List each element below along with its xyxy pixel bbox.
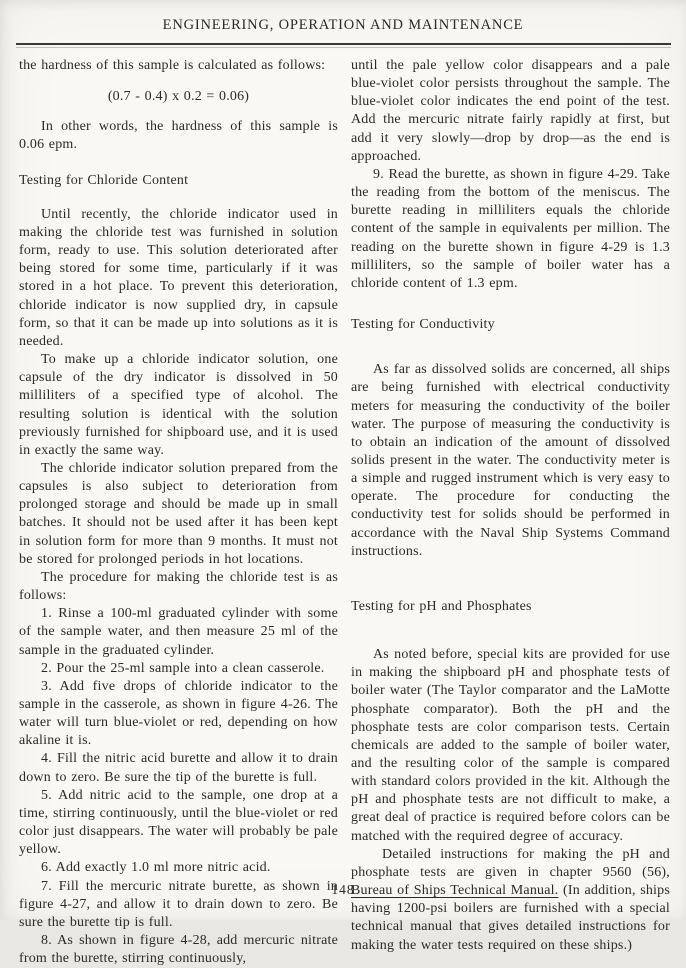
paragraph-detailed-instructions: [351, 846, 670, 955]
hardness-formula: (0.7 - 0.4) x 0.2 = 0.06): [107, 89, 250, 105]
page-header-title: ENGINEERING, OPERATION AND MAINTENANCE: [162, 17, 524, 33]
section-heading-chloride-content: Testing for Chloride Content: [19, 172, 189, 188]
list-item-step-1: 1. Rinse a 100-ml graduated cylinder with some of the sample water, and then measure 25 ml of the sample in the graduated cylinder.: [19, 606, 338, 658]
list-item-step-2: 2. Pour the 25-ml sample into a clean casserole.: [41, 660, 325, 676]
section-heading-conductivity: Testing for Conductivity: [351, 317, 495, 333]
list-item-step-4: 4. Fill the nitric acid burette and allow it to drain down to zero. Be sure the tip of the burette is full.: [19, 751, 338, 785]
left-column: [19, 57, 338, 967]
paragraph-conductivity: As far as dissolved solids are concerned, all ships are being furnished with electrical conductivity meters for measuring the conductivity of the boiler water. The purpose of measuring the conductivity is to obtain an indication of the amount of dissolved solids present in the water. The conductivity meter is a simple and rugged instrument which is very easy to operate. The procedure for conducting the conductivity test for solids should be performed in accordance with the Naval Ship Systems Command instructions.: [351, 362, 670, 559]
page-number: 148: [331, 882, 355, 897]
list-item-step-7: 7. Fill the mercuric nitrate burette, as shown in figure 4-27, and allow it to drain down to zero. Be sure the burette tip is full.: [19, 878, 338, 930]
section-heading-ph-phosphates: Testing for pH and Phosphates: [351, 598, 532, 614]
paragraph-in-other-words: In other words, the hardness of this sample is 0.06 epm.: [19, 119, 338, 153]
paragraph-continuation: the hardness of this sample is calculated as follows:: [19, 58, 326, 73]
list-item-step-9: 9. Read the burette, as shown in figure 4-29. Take the reading from the bottom of the meniscus. The burette reading in milliliters equals the chloride content of the sample in equivalents per million. The reading on the burette shown in figure 4-29 is 1.3 milliliters, so the sample of boiler water has a chloride content of 1.3 epm.: [351, 166, 670, 291]
paragraph-solution-prepared: The chloride indicator solution prepared from the capsules is also subject to deterioration from prolonged storage and should be made up in small batches. It should not be used after it has been kept in solution form for more than 9 months. It must not be stored for prolonged periods in hot locations.: [19, 460, 338, 567]
paragraph-procedure-intro: The procedure for making the chloride test is as follows:: [19, 569, 338, 604]
list-item-step-8: 8. As shown in figure 4-28, add mercuric nitrate from the burette, stirring continuously,: [19, 933, 338, 967]
detailed-instructions-text: Detailed instructions for making the pH and phosphate tests are given in chapter 9560 (56),: [351, 846, 670, 880]
paragraph-to-make-up: To make up a chloride indicator solution, one capsule of the dry indicator is dissolved in 50 milliliters of a specified type of alcohol. The resulting solution is identical with the solution previously furnished for shipboard use, and it is used in exactly the same way.: [19, 352, 338, 458]
list-item-step-3: 3. Add five drops of chloride indicator to the sample in the casserole, as shown in figure 4-26. The water will turn blue-violet or red, depending on how akaline it is.: [19, 678, 338, 749]
paragraph-ph-phosphates: As noted before, special kits are provided for use in making the shipboard pH and phosphate tests of boiler water (The Taylor comparator and the LaMotte phosphate comparator). Both the pH and the phosphate tests are color comparison tests. Certain chemicals are added to the sample of boiler water, and the resulting color of the sample is compared with standard colors provided in the kit. Although the pH and phosphate tests are not difficult to make, a great deal of practice is required before colors can be matched with the required degree of accuracy.: [351, 647, 670, 844]
list-item-step-6: 6. Add exactly 1.0 ml more nitric acid.: [41, 860, 271, 876]
list-item-step-5: 5. Add nitric acid to the sample, one drop at a time, stirring continuously, until the blue-violet or red color just disappears. The water will probably be pale yellow.: [19, 787, 338, 858]
paragraph-continuation-right: until the pale yellow color disappears and a pale blue-violet color persists throughout the sample. The blue-violet color indicates the end point of the test. Add the mercuric nitrate fairly rapidly at first, but add it very slowly—drop by drop—as the end is approached.: [351, 58, 670, 164]
paragraph-until-recently: Until recently, the chloride indicator used in making the chloride test was furnished in solution form, ready to use. This solution deteriorated after being stored for some time, particularly if it was stored in a hot place. To prevent this deterioration, chloride indicator is now supplied dry, in capsule form, so that it can be made up into solutions as it is needed.: [19, 206, 338, 349]
right-column: [351, 57, 670, 953]
detailed-instructions-text-continued: (In addition, ships having 1200-psi boilers are furnished with a special technical manual that gives detailed instructions for making the water tests required on these ships.): [351, 883, 670, 953]
bureau-of-ships-manual-reference: Bureau of Ships Technical Manual.: [351, 883, 559, 899]
